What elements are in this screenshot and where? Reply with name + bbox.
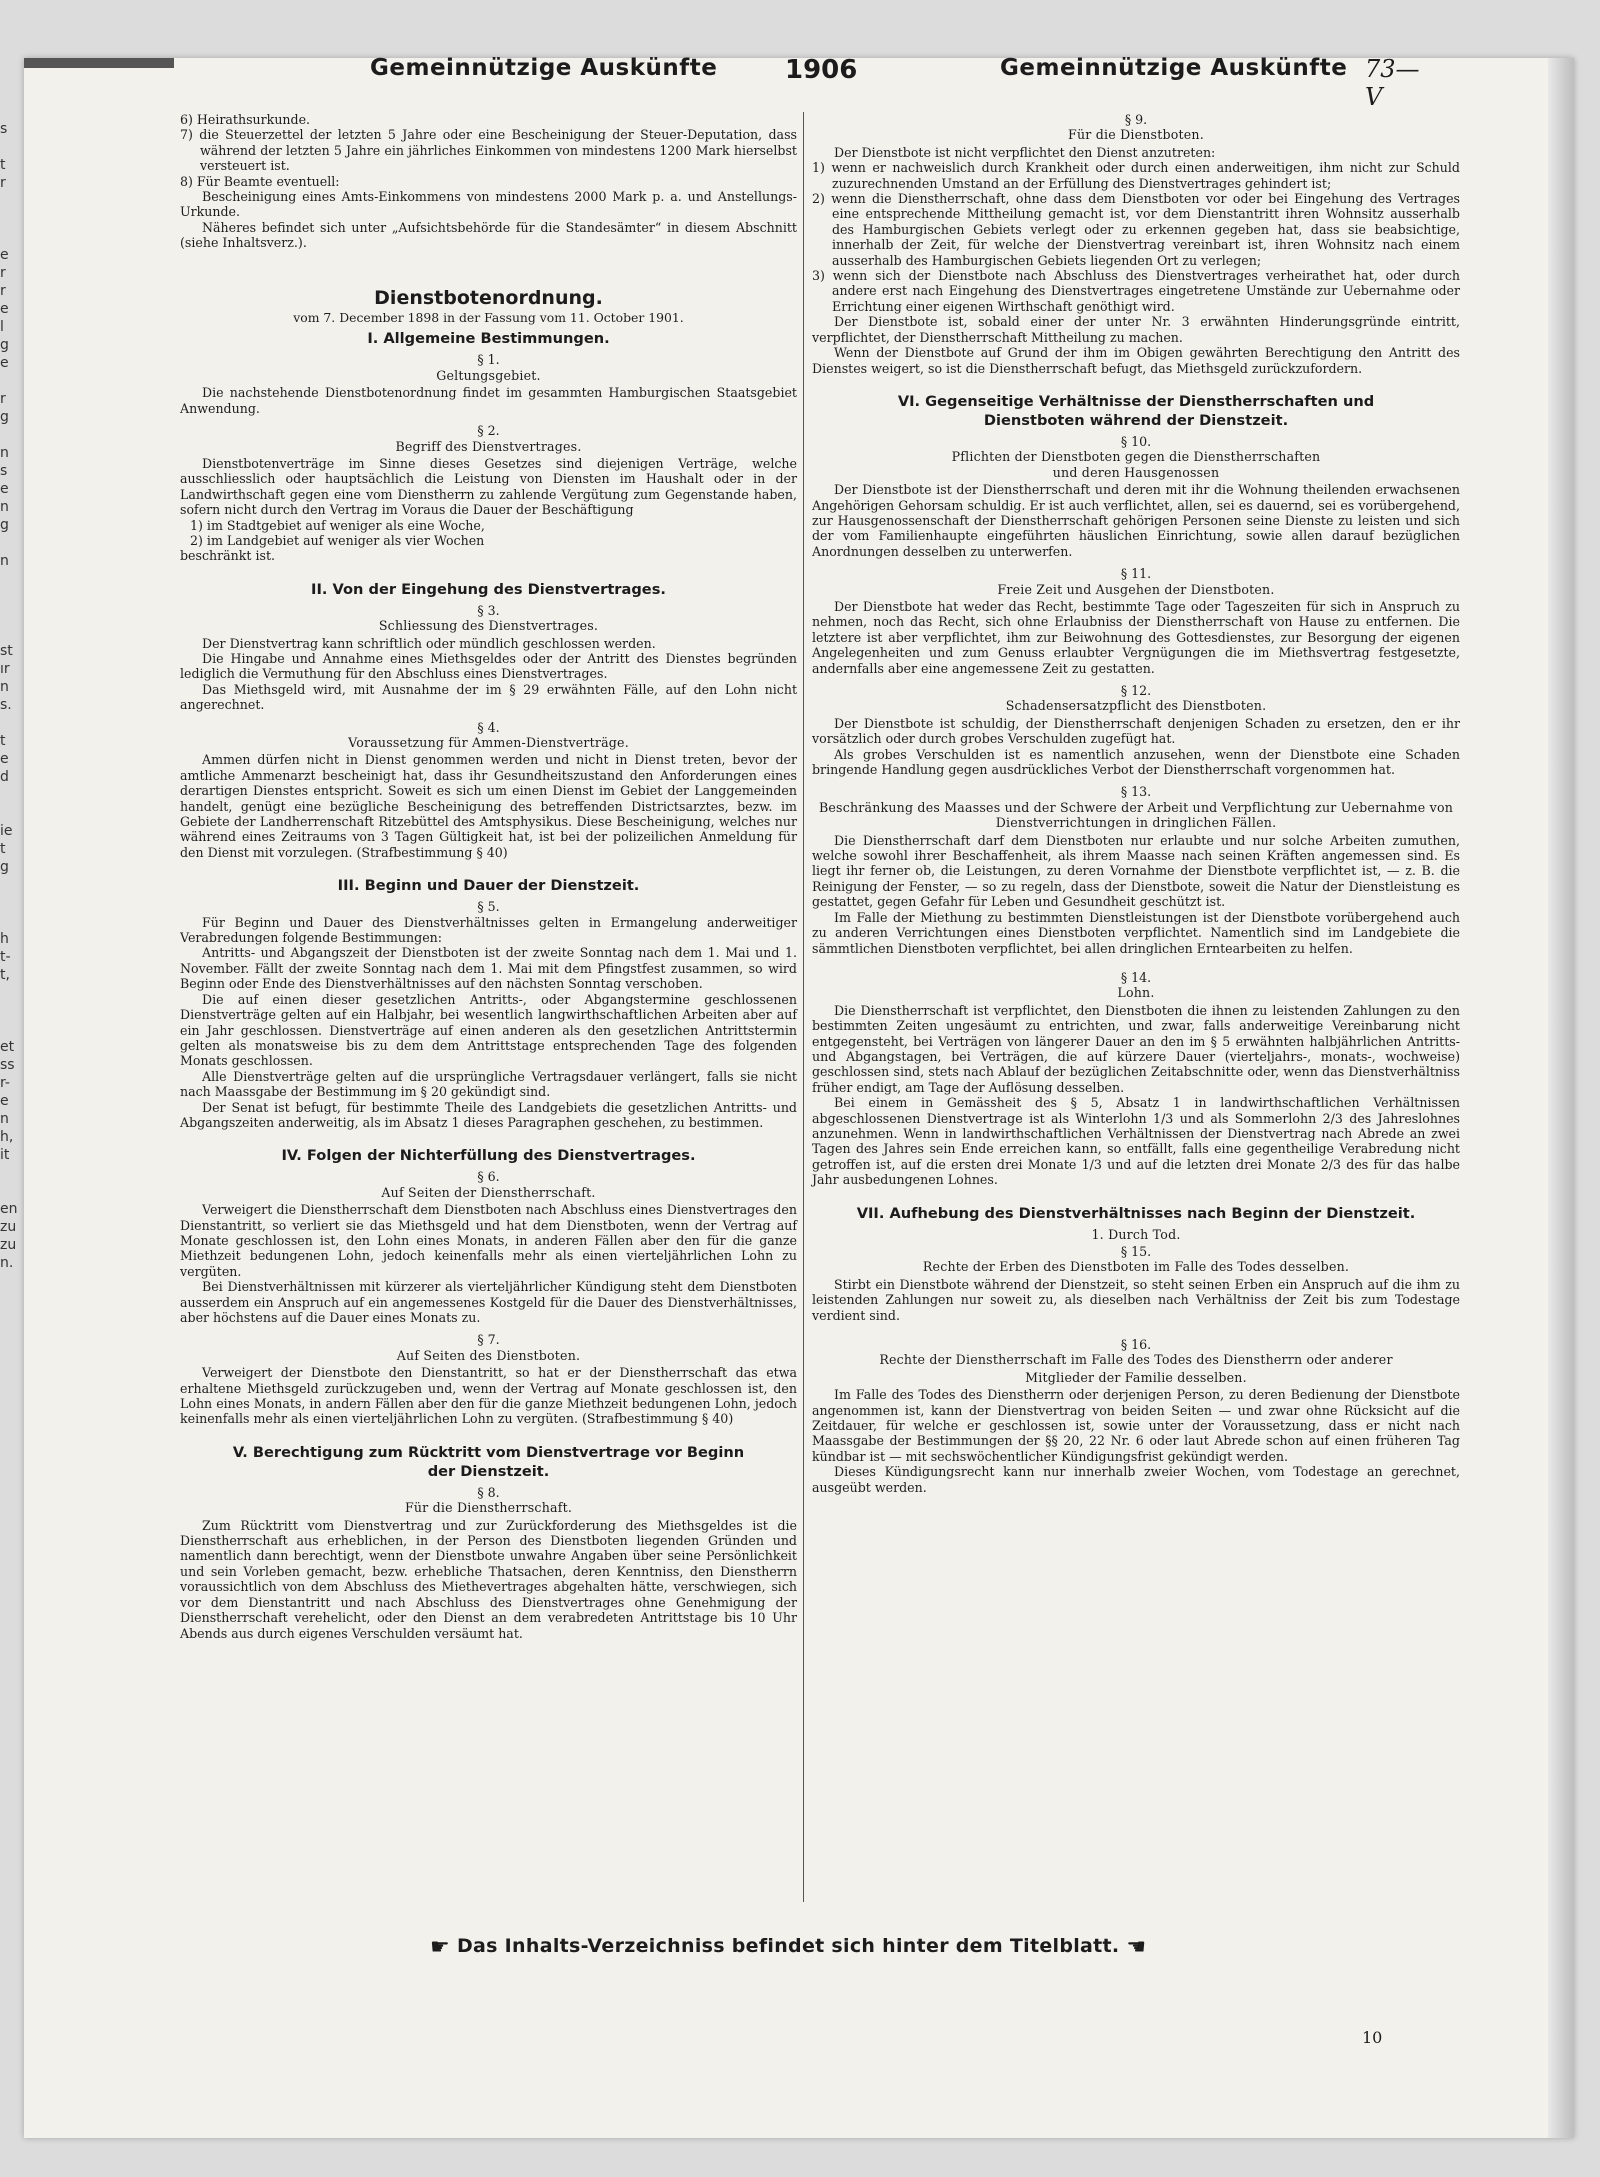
margin-fragment: l: [0, 319, 4, 335]
header-right-title: Gemeinnützige Auskünfte: [1000, 55, 1348, 81]
list-item: 1) im Stadtgebiet auf weniger als eine Woche,: [190, 517, 485, 533]
paragraph-text: Die Dienstherrschaft darf dem Dienstboten nur erlaubte und nur solche Arbeiten zumuthen, welche sowohl ihrer Beschaffenheit, als ihrem Maasse nach seinen Kräften angemessen sind. Es liegt ihr ferner ob, die Leistungen, zu deren Vornahme der Dienstbote verpflichtet ist, — z. B. die Reinigung der Fenster, — so zu regeln, dass der Dienstbote, soweit die Natur der Dienstleistung es gestattet, gegen Gefahr für Leben und Gesundheit geschützt ist.: [812, 832, 1460, 910]
margin-fragment: [0, 1002, 18, 1020]
paragraph-title: Rechte der Erben des Dienstboten im Falle des Todes desselben.: [922, 1259, 1350, 1275]
paragraph-text: Zum Rücktritt vom Dienstvertrag und zur Zurückforderung des Miethsgeldes ist die Dienstherrschaft aus erheblichen, in der Person des Dienstboten liegenden Gründen und namentlich dann berechtigt, wenn der Dienstbote unwahre Angaben über seine Persönlichkeit und sein Vorleben gemacht, bezw. erhebliche Thatsachen, deren Kenntniss, den Dienstherrn voraussichtlich von dem Abschluss des Miethevertrages abgehalten hätte, verschwiegen, sich vor dem Dienstantritt und nach Abschluss des Dienstvertrages ohne Genehmigung der Dienstherrschaft verehelicht, oder den Dienst an dem verabredeten Antrittstage bis 10 Uhr Abends aus durch eigenes Verschulden versäumt hat.: [180, 1517, 797, 1641]
margin-fragment: [0, 210, 18, 228]
paragraph-text: Im Falle des Todes des Dienstherrn oder derjenigen Person, zu deren Bedienung der Dienstbote angenommen ist, kann der Dienstvertrag von beiden Seiten — und zwar ohne Rücksicht auf die Zeitdauer, für welche er geschlossen ist, sowie unter der Voraussetzung, dass er nicht nach Maassgabe der Bestimmungen der §§ 20, 22 Nr. 6 oder laut Abrede schon auf einen früheren Tag kündbar ist — mit sechswöchentlicher Kündigungsfrist gekündigt werden.: [812, 1387, 1460, 1464]
paragraph-title: Auf Seiten des Dienstboten.: [396, 1347, 581, 1363]
margin-fragment: [0, 984, 18, 1002]
margin-fragment: e: [0, 247, 9, 263]
margin-fragment: [0, 534, 18, 552]
paragraph-text: Die auf einen dieser gesetzlichen Antritts-, oder Abgangstermine geschlossenen Dienstverträge gelten auf ein Halbjahr, bei wesentlich langwirthschaftlichen Arbeiten aber auf ein Jahr geschlossen. Dienstverträge auf einen anderen als den gesetzlichen Antrittstermin gelten als monatsweise bis zu dem dem Antrittstage entsprechenden Tage des folgenden Monats geschlossen.: [180, 991, 797, 1069]
page-header: [160, 55, 1430, 111]
paragraph-text: Die Hingabe und Annahme eines Miethsgeldes oder der Antritt des Dienstes begründen lediglich die Vermuthung für den Abschluss eines Dienstvertrages.: [180, 650, 797, 682]
margin-fragment: n: [0, 1111, 9, 1127]
margin-fragment: [0, 1020, 18, 1038]
binding-shadow: [1548, 58, 1574, 2138]
intro-list: [180, 112, 797, 189]
paragraph-title: Beschränkung des Maasses und der Schwere der Arbeit und Verpflichtung zur Uebernahme von Dienstverrichtungen in dringlichen Fällen.: [818, 799, 1454, 831]
margin-fragment: ie: [0, 823, 13, 839]
margin-fragment: [0, 786, 18, 804]
margin-fragment: e: [0, 301, 9, 317]
paragraph-text: Alle Dienstverträge gelten auf die ursprüngliche Vertragsdauer verlängert, falls sie nicht nach Maassgabe der Bestimmung im § 20 gekündigt sind.: [180, 1068, 797, 1100]
paragraph-text: Der Dienstbote ist der Dienstherrschaft und deren mit ihr die Wohnung theilenden erwachsenen Angehörigen Gehorsam schuldig. Er ist auch verflichtet, allen, sei es dauernd, sei es vorübergehend, zur Hausgenossenschaft der Dienstherrschaft gehörigen Personen seine Dienste zu leisten und sich der vom Familienhaupte eingeführten häuslichen Einrichtung, sowie allen darauf bezüglichen Anordnungen desselben zu unterwerfen.: [812, 482, 1460, 559]
paragraph-title: Lohn.: [1117, 985, 1155, 1001]
paragraph-title: Pflichten der Dienstboten gegen die Dienstherrschaften und deren Hausgenossen: [951, 449, 1321, 480]
paragraph-text: Die nachstehende Dienstbotenordnung findet im gesammten Hamburgischen Staatsgebiet Anwendung.: [180, 385, 797, 416]
margin-fragment: zu: [0, 1219, 17, 1235]
paragraph-number: § 3.: [477, 602, 500, 618]
left-column: [180, 112, 797, 1641]
paragraph-text: Bei Dienstverhältnissen mit kürzerer als vierteljährlicher Kündigung steht dem Dienstboten ausserdem ein Anspruch auf ein angemessenes Kostgeld für die Dauer des Dienstverhältnisses, aber höchstens auf die Dauer eines Monats zu.: [180, 1279, 797, 1325]
margin-fragment: [0, 588, 18, 606]
paragraph-text: Das Miethsgeld wird, mit Ausnahme der im § 29 erwähnten Fälle, auf den Lohn nicht angerechnet.: [180, 681, 797, 713]
margin-fragment: e: [0, 481, 9, 497]
margin-fragment: [0, 912, 18, 930]
paragraph-text: Ammen dürfen nicht in Dienst genommen werden und nicht in Dienst treten, bevor der amtliche Ammenarzt bescheinigt hat, dass ihr Gesundheitszustand den Anforderungen eines derartigen Dienstes entspricht. Soweit es sich um einen Dienst im Gebiet der Langgemeinden handelt, genügt eine bezügliche Bescheinigung des betreffenden Districtsarztes, bezw. im Gebiete der Landherrenschaft Ritzebüttel des Amtsphysikus. Diese Bescheinigung, welches nur während eines Zeitraums von 3 Tagen Gültigkeit hat, ist bei der polizeilichen Anmeldung für den Dienst mit vorzulegen. (Strafbestimmung § 40): [180, 752, 797, 860]
document-subtitle: vom 7. December 1898 in der Fassung vom 11. October 1901.: [293, 310, 684, 326]
paragraph-number: § 10.: [1120, 433, 1152, 449]
paragraph-text: Im Falle der Miethung zu bestimmten Dienstleistungen ist der Dienstbote vorübergehend auch zu anderen Verrichtungen eines Dienstboten verpflichtet. Namentlich sind im Landgebiete die sämmtlichen Dienstboten verpflichtet, bei allen dringlichen Erntearbeiten zu helfen.: [812, 909, 1460, 956]
margin-fragment: [0, 192, 18, 210]
paragraph-number: § 7.: [477, 1332, 500, 1348]
paragraph-title: Für die Dienstboten.: [1068, 127, 1204, 143]
margin-fragment: ır: [0, 661, 10, 677]
section-heading: VI. Gegenseitige Verhältnisse der Dienstherrschaften und Dienstboten während der Dienstzeit.: [897, 392, 1375, 429]
paragraph-number: § 1.: [477, 352, 500, 368]
margin-fragment: it: [0, 1147, 10, 1163]
margin-fragment: t: [0, 157, 6, 173]
paragraph-title: Auf Seiten der Dienstherrschaft.: [381, 1184, 596, 1200]
margin-fragment: t-: [0, 949, 11, 965]
margin-fragment: n: [0, 499, 9, 515]
paragraph-title: Rechte der Dienstherrschaft im Falle des Todes des Dienstherrn oder anderer: [879, 1352, 1393, 1368]
margin-fragment: [0, 1164, 18, 1182]
margin-fragment: r: [0, 265, 6, 281]
margin-fragment: n: [0, 445, 9, 461]
paragraph-list: [180, 518, 797, 549]
margin-fragment: [0, 714, 18, 732]
paragraph-text: Für Beginn und Dauer des Dienstverhältnisses gelten in Ermangelung anderweitiger Verabredungen folgende Bestimmungen:: [180, 914, 797, 946]
margin-fragment: g: [0, 859, 9, 875]
margin-fragment: [0, 624, 18, 642]
margin-fragment: [0, 1182, 18, 1200]
section-heading: V. Berechtigung zum Rücktritt vom Dienstvertrage vor Beginn der Dienstzeit.: [232, 1443, 745, 1480]
header-left-title: Gemeinnützige Auskünfte: [370, 55, 718, 81]
margin-fragment: n.: [0, 1255, 14, 1271]
paragraph-number: § 9.: [1124, 112, 1148, 127]
paragraph-text: Antritts- und Abgangszeit der Dienstboten ist der zweite Sonntag nach dem 1. Mai und 1. November. Fällt der zweite Sonntag nach dem 1. Mai mit dem Pfingstfest zusammen, so wird Beginn oder Ende des Dienstverhältnisses auf den nächsten Sonntag verschoben.: [180, 945, 797, 992]
intro-item: 7) die Steuerzettel der letzten 5 Jahre oder eine Bescheinigung der Steuer-Deputation, dass während der letzten 5 Jahre ein jährliches Einkommen von mindestens 1200 Mark hierselbst versteuert ist.: [180, 127, 797, 174]
list-item: 2) wenn die Dienstherrschaft, ohne dass dem Dienstboten vor oder bei Eingehung des Vertrages eine entsprechende Mittheilung gemacht ist, vor dem Dienstantritt ihren Wohnsitz ausserhalb des Hamburgischen Gebiets verlegt oder zu erkennen gegeben hat, dass sie beabsichtige, innerhalb der Zeit, für welche der Dienstvertrag vereinbart ist, ihren Wohnsitz nach einem ausserhalb des Hamburgischen Gebiets liegenden Ort zu verlegen;: [812, 191, 1460, 268]
paragraph-title: Schliessung des Dienstvertrages.: [378, 618, 599, 634]
margin-fragment: [0, 606, 18, 624]
paragraph-text: Wenn der Dienstbote auf Grund der ihm im Obigen gewährten Berechtigung den Antritt des Dienstes weigert, so ist die Dienstherrschaft befugt, das Miethsgeld zurückzufordern.: [812, 345, 1460, 376]
paragraph-text: Bei einem in Gemässheit des § 5, Absatz 1 in landwirthschaftlichen Verhältnissen abgeschlossenen Dienstvertrage ist als Winterlohn 1/3 und als Sommerlohn 2/3 des Jahreslohnes anzunehmen. Wenn in landwirthschaftlichen Verhältnissen der Dienstvertrag nach Abrede an zwei Tagen des Jahres sein Ende erreichen kann, so entfällt, falls eine gegentheilige Verabredung nicht getroffen ist, auf die ersten drei Monate 1/3 und auf die letzten drei Monate 2/3 des für das halbe Jahr ausbedungenen Lohnes.: [812, 1095, 1460, 1188]
margin-fragment: g: [0, 517, 9, 533]
paragraph-number: § 14.: [1120, 969, 1152, 985]
paragraph-text: Dieses Kündigungsrecht kann nur innerhalb zweier Wochen, vom Todestage an gerechnet, ausgeübt werden.: [812, 1464, 1460, 1495]
header-page-label: 73—V: [1365, 55, 1420, 111]
paragraph-text: Dienstbotenverträge im Sinne dieses Gesetzes sind diejenigen Verträge, welche ausschliesslich oder hauptsächlich die Leistung von Diensten im Haushalt oder in der Landwirthschaft gegen eine vom Dienstherrn zu zahlende Vergütung zum Gegenstande haben, sofern nicht durch den Vertrag im Voraus die Dauer der Beschäftigung: [180, 455, 797, 518]
margin-fragment: [0, 804, 18, 822]
margin-fragment: n: [0, 679, 9, 695]
margin-fragment: t,: [0, 967, 10, 983]
margin-fragment: r: [0, 283, 6, 299]
margin-fragment: h,: [0, 1129, 14, 1145]
margin-fragment: s: [0, 121, 8, 137]
column-divider: [803, 112, 804, 1902]
margin-fragment: h: [0, 931, 9, 947]
section-heading: IV. Folgen der Nichterfüllung des Dienstvertrages.: [281, 1147, 696, 1165]
paragraph-list: [812, 160, 1460, 314]
paragraph-number: § 12.: [1120, 683, 1152, 698]
paragraph-title: Voraussetzung für Ammen-Dienstverträge.: [348, 735, 629, 750]
paragraph-text: Der Dienstbote ist schuldig, der Dienstherrschaft denjenigen Schaden zu ersetzen, den er ihr vorsätzlich oder durch grobes Verschulden zugefügt hat.: [812, 715, 1460, 747]
right-column: [812, 112, 1460, 1495]
pointing-hand-right-icon: ☛: [430, 1935, 451, 1960]
list-item: 3) wenn sich der Dienstbote nach Abschluss des Dienstvertrages verheirathet hat, oder durch andere erst nach Eingehung des Dienstvertrages eingetretene Umstände zur Uebernahme oder Errichtung einer eigenen Wirthschaft genöthigt wird.: [812, 268, 1460, 314]
margin-fragment: g: [0, 409, 9, 425]
paragraph-title: Für die Dienstherrschaft.: [404, 1500, 573, 1516]
paragraph-text: Der Senat ist befugt, für bestimmte Theile des Landgebiets die gesetzlichen Antritts- und Abgangszeiten anderweitig, als im Absatz 1 dieses Paragraphen geschehen, zu bestimmen.: [180, 1099, 797, 1130]
subsection-heading: 1. Durch Tod.: [1091, 1226, 1181, 1242]
paragraph-text: Verweigert der Dienstbote den Dienstantritt, so hat er der Dienstherrschaft das etwa erhaltene Miethsgeld zurückzugeben und, wenn der Vertrag auf Monate geschlossen ist, den Lohn eines Monats, in andern Fällen aber den für die ganze Miethzeit bedungenen Lohn, jedoch keinenfalls mehr als einen vierteljährlichen Lohn zu vergüten. (Strafbestimmung § 40): [180, 1365, 797, 1427]
margin-fragment: et: [0, 1039, 15, 1055]
paragraph-number: § 16.: [1120, 1337, 1152, 1353]
paragraph-number: § 13.: [1120, 784, 1152, 800]
margin-fragment: e: [0, 355, 9, 371]
section-heading: III. Beginn und Dauer der Dienstzeit.: [337, 877, 640, 895]
intro-text: Bescheinigung eines Amts-Einkommens von mindestens 2000 Mark p. a. und Anstellungs-Urkunde.: [180, 189, 797, 220]
paragraph-text: Stirbt ein Dienstbote während der Dienstzeit, so steht seinen Erben ein Anspruch auf die ihm zu leistenden Zahlungen nur soweit zu, als dieselben nach Verhältniss der Zeit bis zum Todestage verdient sind.: [812, 1276, 1460, 1323]
margin-fragment: r: [0, 175, 6, 191]
margin-fragment: e: [0, 1093, 9, 1109]
paragraph-text: Der Dienstbote ist nicht verpflichtet den Dienst anzutreten:: [834, 144, 1216, 160]
paragraph-text: Der Dienstbote ist, sobald einer der unter Nr. 3 erwähnten Hinderungsgründe eintritt, verpflichtet, der Dienstherrschaft Mittheilung zu machen.: [812, 314, 1460, 345]
margin-fragment: [0, 894, 18, 912]
margin-fragment: e: [0, 751, 9, 767]
section-heading: I. Allgemeine Bestimmungen.: [367, 330, 610, 348]
pointing-hand-left-icon: ☚: [1126, 1935, 1147, 1960]
paragraph-text: beschränkt ist.: [180, 548, 276, 564]
margin-fragment: n: [0, 553, 9, 569]
margin-fragment: s: [0, 463, 8, 479]
intro-note: Näheres befindet sich unter „Aufsichtsbehörde für die Standesämter“ in diesem Abschnitt (siehe Inhaltsverz.).: [180, 219, 797, 251]
margin-fragment: [0, 138, 18, 156]
paragraph-text: Als grobes Verschulden ist es namentlich anzusehen, wenn der Dienstbote eine Schaden bringende Handlung gegen ausdrückliches Verbot der Dienstherrschaft vorgenommen hat.: [812, 746, 1460, 778]
margin-fragment: r-: [0, 1075, 10, 1091]
margin-fragment: t: [0, 733, 6, 749]
scan-edge-bar: [24, 58, 174, 68]
paragraph-text: Verweigert die Dienstherrschaft dem Dienstboten nach Abschluss eines Dienstvertrages den Dienstantritt, so verliert sie das Miethsgeld und hat dem Dienstboten, wenn der Vertrag auf Monate geschlossen ist, den Lohn eines Monats, in anderen Fällen aber den für die ganze Miethzeit bedungenen Lohn, jedoch keinenfalls mehr als einen vierteljährlichen Lohn zu vergüten.: [180, 1202, 797, 1279]
margin-fragment: st: [0, 643, 13, 659]
margin-fragment: t: [0, 841, 6, 857]
section-heading: II. Von der Eingehung des Dienstvertrages.: [311, 580, 666, 598]
paragraph-title: Schadensersatzpflicht des Dienstboten.: [1005, 698, 1267, 714]
paragraph-title: Geltungsgebiet.: [436, 367, 541, 383]
footer-text: Das Inhalts-Verzeichniss befindet sich hinter dem Titelblatt.: [456, 1935, 1120, 1957]
paragraph-title: Mitglieder der Familie desselben.: [1025, 1369, 1247, 1385]
paragraph-text: Der Dienstbote hat weder das Recht, bestimmte Tage oder Tageszeiten für sich in Anspruch zu nehmen, noch das Recht, sich ohne Erlaubniss der Dienstherrschaft von Hause zu entfernen. Die letztere ist aber verpflichtet, ihm zur Beiwohnung des Gottesdienstes, zur Besorgung der eigenen Angelegenheiten und zum Genuss erlaubter Vergnügungen die im Miethsvertrag festgesetzte, andernfalls aber eine angemessene Zeit zu gestatten.: [812, 598, 1460, 676]
header-year: 1906: [785, 55, 858, 85]
intro-item: 8) Für Beamte eventuell:: [180, 173, 340, 189]
margin-fragment: r: [0, 391, 6, 407]
section-heading: VII. Aufhebung des Dienstverhältnisses nach Beginn der Dienstzeit.: [856, 1204, 1416, 1222]
margin-fragment: d: [0, 769, 9, 785]
margin-fragment: s.: [0, 697, 12, 713]
margin-fragment: zu: [0, 1237, 17, 1253]
margin-fragment: [0, 228, 18, 246]
margin-fragment: en: [0, 1201, 18, 1217]
margin-fragment: [0, 876, 18, 894]
margin-fragment: ss: [0, 1057, 15, 1073]
paragraph-title: Freie Zeit und Ausgehen der Dienstboten.: [997, 581, 1275, 597]
list-item: 2) im Landgebiet auf weniger als vier Wochen: [190, 532, 485, 548]
paragraph-number: § 8.: [477, 1484, 500, 1500]
margin-fragment: [0, 426, 18, 444]
adjacent-page-margin: [0, 120, 18, 1272]
paragraph-number: § 6.: [477, 1169, 500, 1185]
paragraph-title: Begriff des Dienstvertrages.: [395, 438, 582, 454]
intro-item: 6) Heirathsurkunde.: [180, 112, 311, 127]
page-number: 10: [1362, 2028, 1383, 2047]
paragraph-text: Die Dienstherrschaft ist verpflichtet, den Dienstboten die ihnen zu leistenden Zahlungen zu den bestimmten Zeiten ungesäumt zu entrichten, und zwar, falls anderweitige Vereinbarung nicht entgegensteht, bei Verträgen von längerer Dauer an den im § 5 erwähnten halbjährlichen Antritts- und Abgangstagen, bei Verträgen, die auf kürzere Dauer (vierteljahrs-, monats-, wochweise) geschlossen sind, stets nach Ablauf der bezüglichen Zeitabschnitte oder, wenn das Dienstverhältniss früher endigt, am Tage der Auflösung desselben.: [812, 1002, 1460, 1095]
margin-fragment: [0, 570, 18, 588]
margin-fragment: g: [0, 337, 9, 353]
list-item: 1) wenn er nachweislich durch Krankheit oder durch einen anderweitigen, ihm nicht zur Schuld zuzurechnenden Umstand an der Erfüllung des Dienstvertrages gehindert ist;: [812, 160, 1460, 191]
paragraph-number: § 4.: [477, 719, 500, 735]
margin-fragment: [0, 372, 18, 390]
document-title: Dienstbotenordnung.: [374, 286, 603, 309]
footer-notice: [430, 1935, 1146, 1960]
paragraph-text: Der Dienstvertrag kann schriftlich oder mündlich geschlossen werden.: [202, 635, 656, 651]
paragraph-number: § 2.: [477, 423, 500, 439]
paragraph-number: § 5.: [477, 899, 500, 915]
paragraph-number: § 11.: [1120, 566, 1152, 582]
paragraph-number: § 15.: [1120, 1244, 1152, 1259]
